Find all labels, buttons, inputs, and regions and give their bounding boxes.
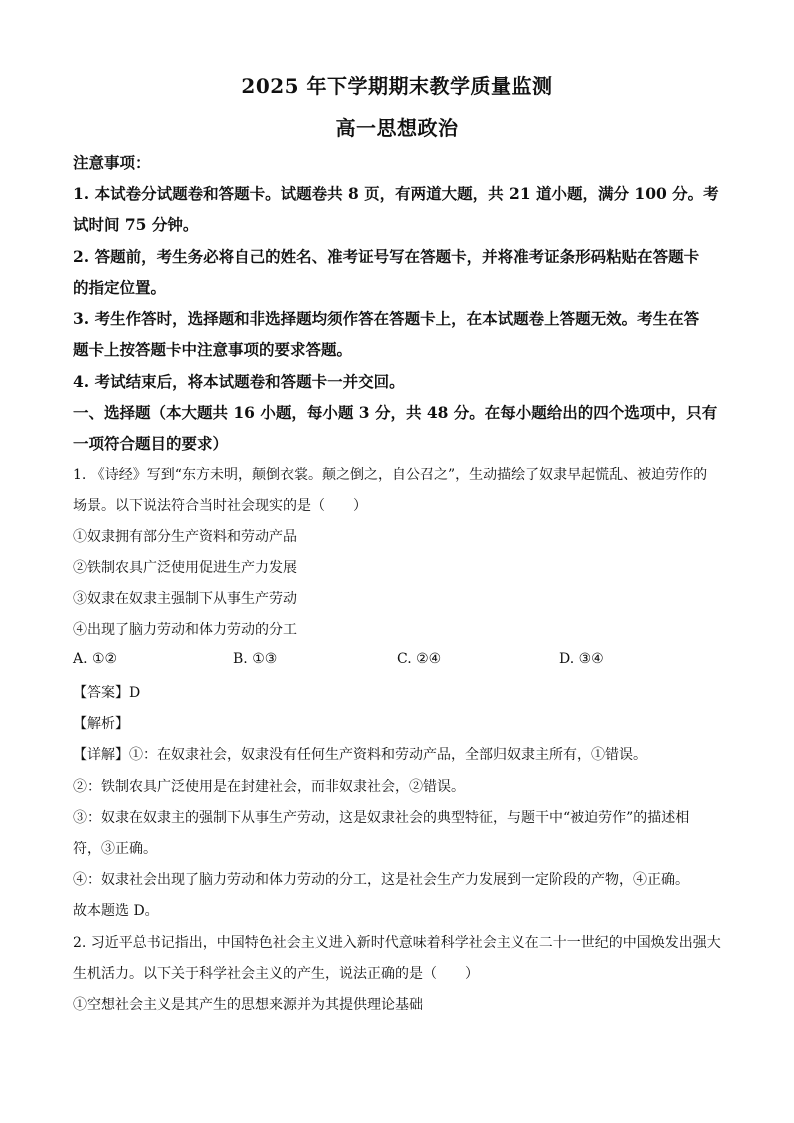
- option-a: A. ①②: [73, 651, 118, 667]
- question-1-statement-2: ②铁制农具广泛使用促进生产力发展: [73, 560, 297, 576]
- option-d: D. ③④: [559, 651, 604, 667]
- detail-line-4: 符，③正确。: [73, 841, 157, 857]
- question-2-stem-line-2: 生机活力。以下关于科学社会主义的产生，说法正确的是（ ）: [73, 966, 479, 982]
- notice-item-4: 4. 考试结束后，将本试题卷和答题卡一并交回。: [73, 372, 405, 391]
- question-2-statement-1: ①空想社会主义是其产生的思想来源并为其提供理论基础: [73, 997, 423, 1013]
- conclusion: 故本题选 D。: [73, 903, 159, 919]
- notice-item-1-line-1: 1. 本试卷分试题卷和答题卡。试题卷共 8 页，有两道大题，共 21 道小题，满分 100 分。考: [73, 184, 719, 203]
- notice-heading: 注意事项：: [73, 153, 151, 172]
- analysis-label: 【解析】: [73, 716, 129, 732]
- question-1-stem-line-2: 场景。以下说法符合当时社会现实的是（ ）: [73, 498, 367, 514]
- question-1-statement-3: ③奴隶在奴隶主强制下从事生产劳动: [73, 591, 297, 607]
- notice-item-1-line-2: 试时间 75 分钟。: [73, 215, 199, 234]
- detail-line-2: ②：铁制农具广泛使用是在封建社会，而非奴隶社会，②错误。: [73, 779, 465, 795]
- option-c: C. ②④: [397, 651, 442, 667]
- notice-item-2-line-2: 的指定位置。: [73, 278, 167, 297]
- notice-item-2-line-1: 2. 答题前，考生务必将自己的姓名、准考证号写在答题卡，并将准考证条形码粘贴在答题卡: [73, 247, 700, 266]
- notice-item-3-line-2: 题卡上按答题卡中注意事项的要求答题。: [73, 340, 353, 359]
- detail-line-3: ③：奴隶在奴隶主的强制下从事生产劳动，这是奴隶社会的典型特征，与题干中“被迫劳作”的描述相: [73, 810, 690, 826]
- detail-line-5: ④：奴隶社会出现了脑力劳动和体力劳动的分工，这是社会生产力发展到一定阶段的产物，④正确。: [73, 872, 689, 888]
- notice-item-3-line-1: 3. 考生作答时，选择题和非选择题均须作答在答题卡上，在本试题卷上答题无效。考生在答: [73, 309, 700, 328]
- section-heading-line-1: 一、选择题（本大题共 16 小题，每小题 3 分，共 48 分。在每小题给出的四个选项中，只有: [73, 403, 718, 422]
- answer-label: 【答案】D: [73, 685, 141, 701]
- question-1-statement-1: ①奴隶拥有部分生产资料和劳动产品: [73, 529, 297, 545]
- page-title: 2025 年下学期期末教学质量监测: [241, 74, 553, 98]
- detail-line-1: 【详解】①：在奴隶社会，奴隶没有任何生产资料和劳动产品，全部归奴隶主所有，①错误。: [73, 747, 647, 763]
- section-heading-line-2: 一项符合题目的要求）: [73, 434, 229, 453]
- question-1-stem-line-1: 1. 《诗经》写到“东方未明，颠倒衣裳。颠之倒之，自公召之”，生动描绘了奴隶早起慌乱、被迫劳作的: [73, 467, 708, 483]
- option-b: B. ①③: [233, 651, 278, 667]
- question-2-stem-line-1: 2. 习近平总书记指出，中国特色社会主义进入新时代意味着科学社会主义在二十一世纪的中国焕发出强大: [73, 935, 721, 951]
- page-subtitle: 高一思想政治: [335, 116, 459, 140]
- question-1-statement-4: ④出现了脑力劳动和体力劳动的分工: [73, 622, 297, 638]
